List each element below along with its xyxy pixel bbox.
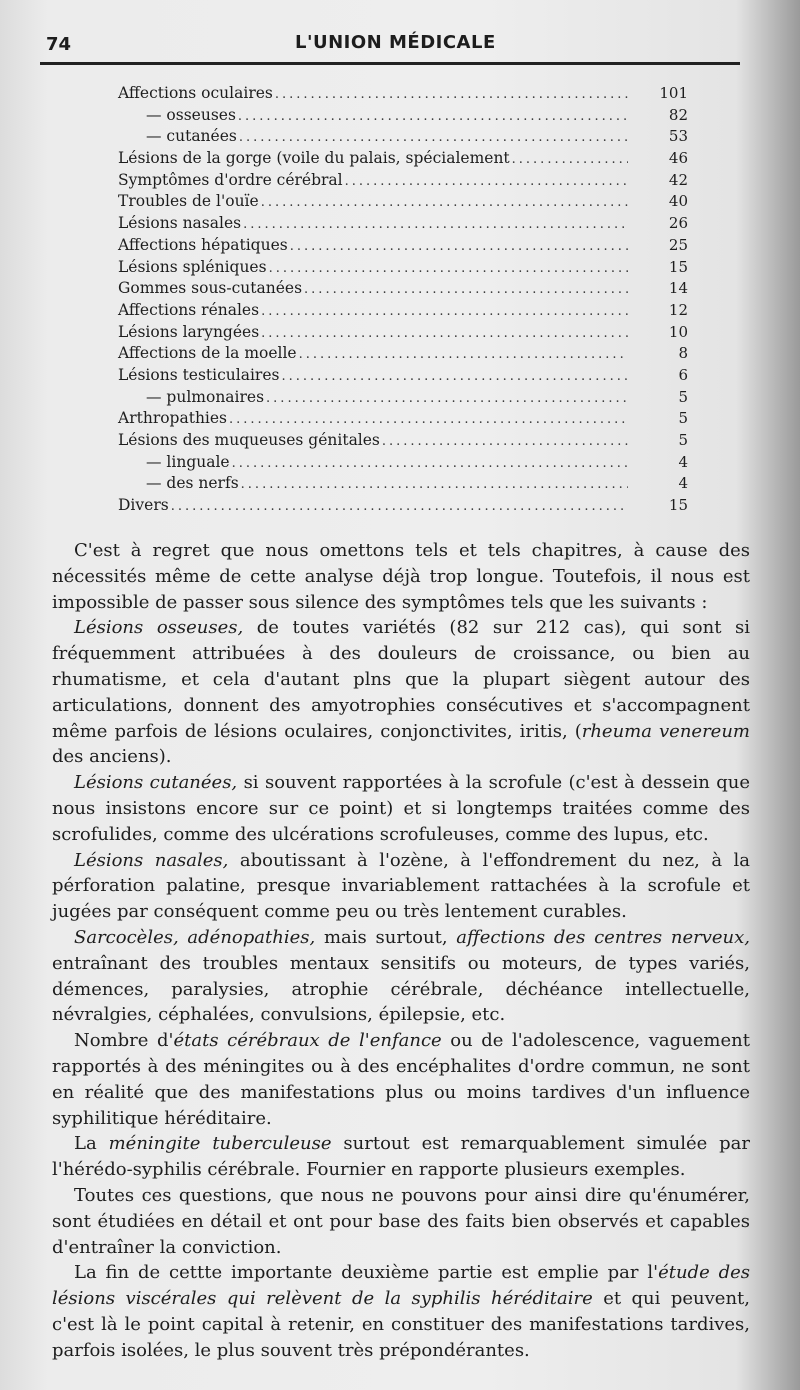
dot-leader <box>281 369 628 384</box>
paragraph: Lésions cutanées, si souvent rapportées à la scrofule (c'est à dessein que nous insistons encore sur ce point) et si longtemps traitées comme des scrofulides, comme des ulcérations scrofuleuses, comme des lupus, etc. <box>52 772 751 845</box>
toc-label: — cutanées <box>146 127 237 146</box>
toc-label: Affections de la moelle <box>118 344 297 363</box>
toc-value: 6 <box>678 365 688 384</box>
paragraph: La fin de cettte importante deuxième partie est emplie par l'étude des lésions viscérales qui relèvent de la syphilis héréditaire et qui peuvent, c'est là le point capital à retenir, en constituer des manifestations tardives, parfois isolées, le plus souvent très prépondérantes. <box>52 1262 750 1361</box>
toc-row <box>118 388 688 410</box>
toc-value: 101 <box>659 84 688 102</box>
toc-label: Troubles de l'ouïe <box>118 192 259 211</box>
toc-label: Divers <box>118 496 169 515</box>
toc-row <box>118 214 688 236</box>
toc-row <box>118 409 688 431</box>
dot-leader <box>512 152 628 167</box>
dot-leader <box>382 434 628 449</box>
toc-row <box>118 323 688 345</box>
toc-value: 40 <box>668 192 688 211</box>
toc-label: Symptômes d'ordre cérébral <box>118 170 343 189</box>
toc-row <box>118 366 688 388</box>
toc-label: Lésions de la gorge (voile du palais, spécialement <box>118 149 510 168</box>
toc-value: 15 <box>668 496 688 515</box>
toc-value: 26 <box>668 214 688 233</box>
toc-value: 10 <box>668 322 688 341</box>
dot-leader <box>261 195 628 210</box>
toc-label: Affections oculaires <box>118 84 273 102</box>
toc-label: Gommes sous-cutanées <box>118 279 303 298</box>
dot-leader <box>241 477 628 492</box>
toc-value: 5 <box>678 431 688 449</box>
toc-label: Arthropathies <box>118 409 228 428</box>
toc-row <box>118 258 688 280</box>
toc-row <box>118 236 688 258</box>
dot-leader <box>238 109 628 124</box>
toc-label: — linguale <box>146 452 230 471</box>
toc-row <box>118 344 688 366</box>
toc-value: 14 <box>668 279 688 298</box>
toc-value: 82 <box>668 105 688 124</box>
toc-row <box>118 431 688 453</box>
toc-value: 5 <box>678 409 688 428</box>
dot-leader <box>243 217 628 232</box>
toc-label: Affections rénales <box>118 300 260 319</box>
dot-leader <box>275 87 628 102</box>
toc-label: Lésions des muqueuses génitales <box>118 431 380 449</box>
dot-leader <box>299 347 628 362</box>
toc-label: Lésions testiculaires <box>118 365 280 384</box>
dot-leader <box>261 326 628 341</box>
paragraph: Lésions nasales, aboutissant à l'ozène, à l'effondrement du nez, à la pérforation palatine, presque invariablement rattachées à la scrofule et jugées par conséquent comme peu ou très lentement curables. <box>52 849 750 923</box>
journal-title: L'UNION MÉDICALE <box>295 32 496 53</box>
toc-value: 4 <box>678 474 688 493</box>
toc-label: Lésions spléniques <box>118 257 267 276</box>
header-rule <box>40 62 740 65</box>
toc-value: 42 <box>668 170 688 189</box>
toc-row <box>118 279 688 301</box>
toc-value: 25 <box>668 235 688 254</box>
toc-row <box>118 106 688 128</box>
toc-value: 5 <box>678 387 688 406</box>
toc-label: Affections hépatiques <box>118 235 288 254</box>
toc-row <box>118 127 688 149</box>
body-text <box>52 538 750 1364</box>
dot-leader <box>304 282 628 297</box>
paragraph: Nombre d'états cérébraux de l'enfance ou de l'adolescence, vaguement rapportés à des méningites ou à des encéphalites d'ordre commun, ne sont en réalité que des manifestations plus ou moins tardives d'un influence syphilitique héréditaire. <box>52 1030 750 1129</box>
dot-leader <box>171 499 628 514</box>
toc-row <box>118 453 688 475</box>
toc-label: Lésions nasales <box>118 214 242 233</box>
toc-value: 4 <box>678 452 688 471</box>
paragraph: Sarcocèles, adénopathies, mais surtout, affections des centres nerveux, entraînant des troubles mentaux sensitifs ou moteurs, de types variés, démences, paralysies, atrophie cérébrale, déchéance intellectuelle, névralgies, céphalées, convulsions, épilepsie, etc. <box>52 926 750 1026</box>
dot-leader <box>290 239 628 254</box>
toc-label: — pulmonaires <box>146 387 265 406</box>
toc-row <box>118 192 688 214</box>
statistics-list <box>118 84 688 518</box>
toc-value: 46 <box>668 149 688 168</box>
toc-row <box>118 84 688 106</box>
paragraph: Lésions osseuses, de toutes variétés (82 sur 212 cas), qui sont si fréquemment attribuées à des douleurs de croissance, ou bien au rhumatisme, et cela d'autant plns que la plupart siègent autour des articulations, donnent des amyotrophies consécutives et s'accompagnent même parfois de lésions oculaires, conjonctivites, iritis, (rheuma venereum des anciens). <box>52 617 750 768</box>
toc-value: 12 <box>668 300 688 319</box>
paragraph: Toutes ces questions, que nous ne pouvons pour ainsi dire qu'énumérer, sont étudiées en détail et ont pour base des faits bien observés et capables d'entraîner la conviction. <box>52 1184 750 1258</box>
dot-leader <box>229 412 628 427</box>
paragraph: C'est à regret que nous omettons tels et tels chapitres, à cause des nécessités même de cette analyse déjà trop longue. Toutefois, il nous est impossible de passer sous silence des symptômes tels que les suivants : <box>52 540 750 613</box>
paragraph: La méningite tuberculeuse surtout est remarquablement simulée par l'hérédo-syphilis cérébrale. Fournier en rapporte plusieurs exemples. <box>52 1133 751 1181</box>
page-number: 74 <box>46 34 72 55</box>
dot-leader <box>269 261 628 276</box>
toc-row <box>118 301 688 323</box>
toc-row <box>118 171 688 193</box>
toc-value: 15 <box>668 257 688 276</box>
toc-value: 53 <box>668 127 688 146</box>
toc-row <box>118 149 688 171</box>
dot-leader <box>232 456 628 471</box>
toc-label: Lésions laryngées <box>118 322 260 341</box>
dot-leader <box>345 174 628 189</box>
dot-leader <box>266 391 628 406</box>
toc-label: — des nerfs <box>146 474 239 493</box>
toc-value: 8 <box>678 344 688 363</box>
toc-row <box>118 474 688 496</box>
dot-leader <box>239 130 628 145</box>
toc-row <box>118 496 688 518</box>
toc-label: — osseuses <box>146 105 236 124</box>
dot-leader <box>261 304 628 319</box>
